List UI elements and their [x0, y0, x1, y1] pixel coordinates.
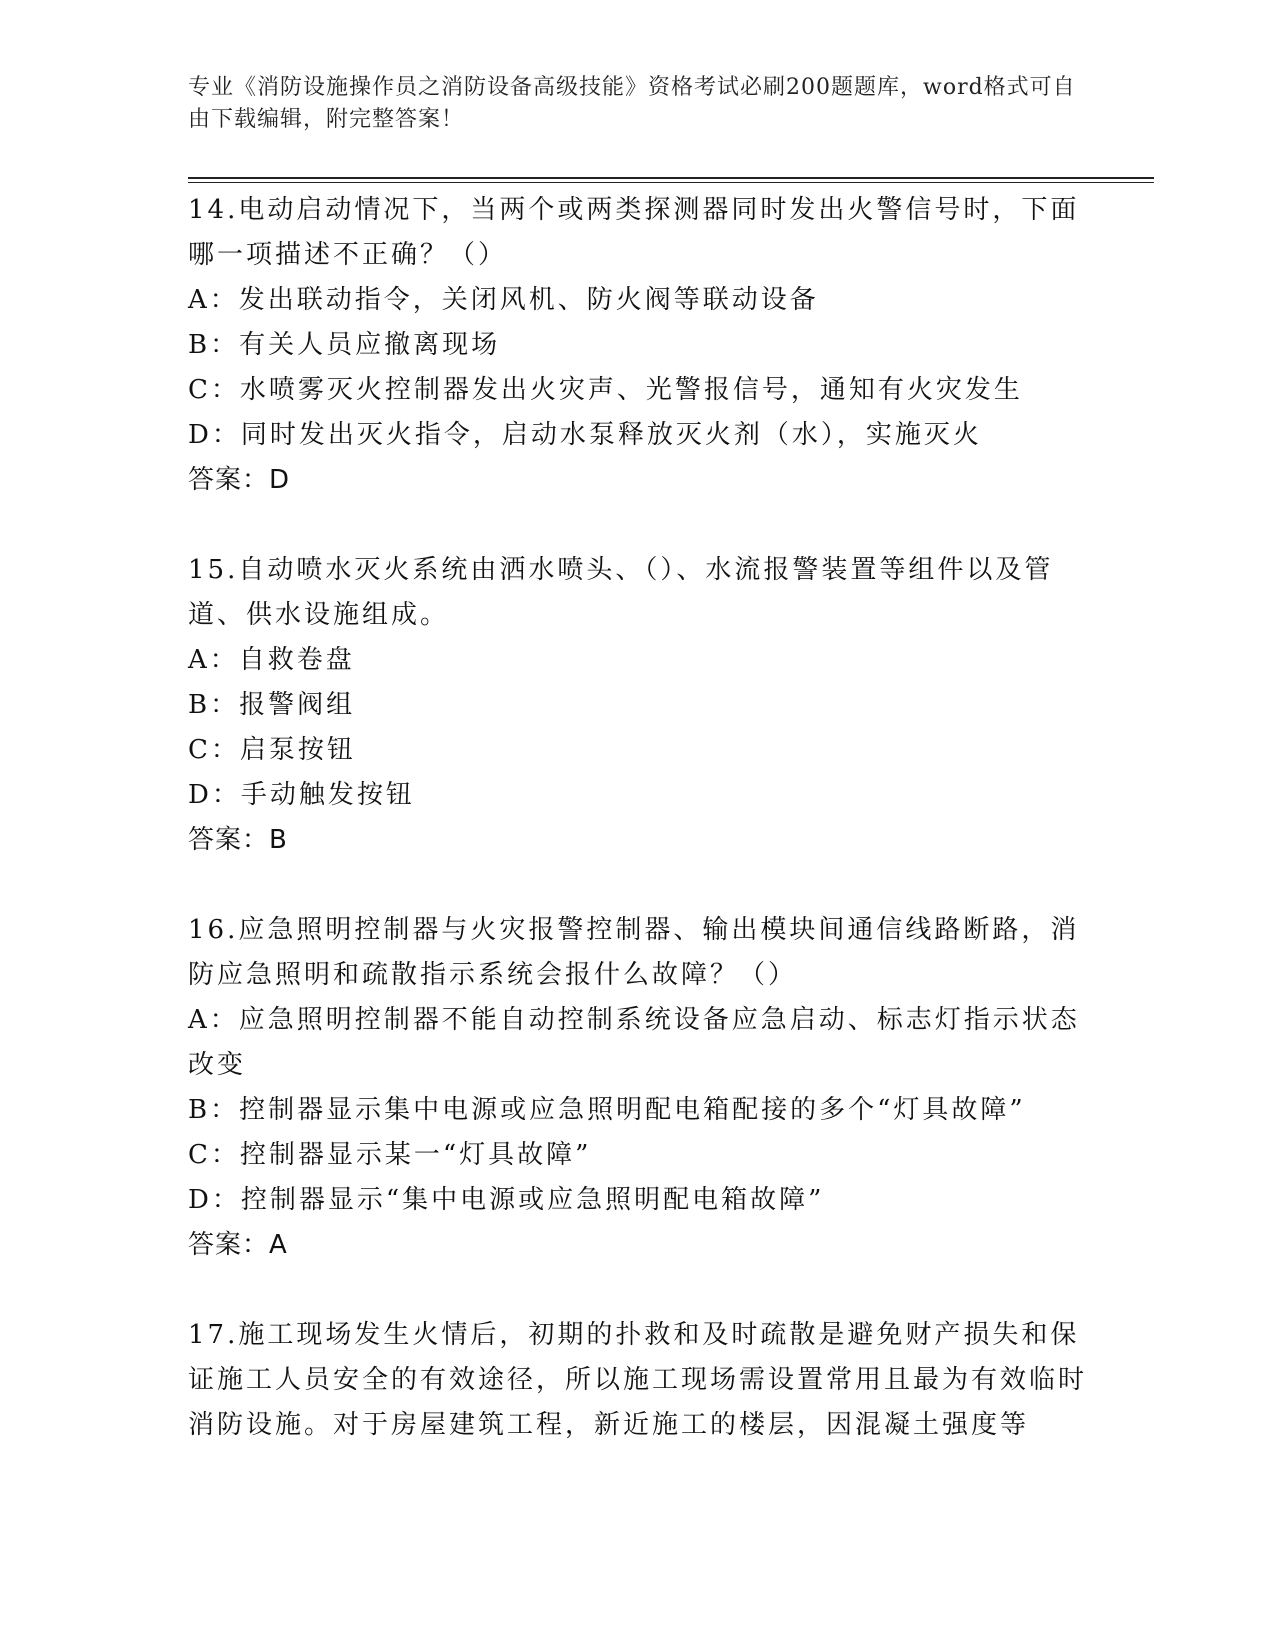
- question-16: [188, 908, 1088, 1268]
- answer-line: 答案：D: [188, 465, 291, 495]
- option-b: B：报警阀组: [188, 690, 356, 720]
- option-a: A：应急照明控制器不能自动控制系统设备应急启动、标志灯指示状态改变: [188, 1005, 1080, 1080]
- option-c: C：控制器显示某一“灯具故障”: [188, 1140, 592, 1170]
- question-stem: 14.电动启动情况下，当两个或两类探测器同时发出火警信号时，下面哪一项描述不正确？（）: [188, 195, 1080, 270]
- question-15: [188, 548, 1088, 863]
- question-stem: 16.应急照明控制器与火灾报警控制器、输出模块间通信线路断路，消防应急照明和疏散指示系统会报什么故障？（）: [188, 915, 1080, 990]
- answer-line: 答案：A: [188, 1230, 288, 1260]
- header-divider-thick: [188, 177, 1154, 179]
- answer-line: 答案：B: [188, 825, 288, 855]
- question-stem: 17.施工现场发生火情后，初期的扑救和及时疏散是避免财产损失和保证施工人员安全的有效途径，所以施工现场需设置常用且最为有效临时消防设施。对于房屋建筑工程，新近施工的楼层，因混凝土强度等: [188, 1320, 1088, 1440]
- option-a: A：自救卷盘: [188, 645, 355, 675]
- option-d: D：同时发出灭火指令，启动水泵释放灭火剂（水），实施灭火: [188, 420, 982, 450]
- question-spacer: [188, 863, 1088, 908]
- option-c: C：启泵按钮: [188, 735, 356, 765]
- option-d: D：手动触发按钮: [188, 780, 415, 810]
- option-c: C：水喷雾灭火控制器发出火灾声、光警报信号，通知有火灾发生: [188, 375, 1023, 405]
- question-spacer: [188, 1268, 1088, 1313]
- question-17: [188, 1313, 1088, 1448]
- option-a: A：发出联动指令，关闭风机、防火阀等联动设备: [188, 285, 819, 315]
- question-14: [188, 188, 1088, 503]
- question-list: [188, 188, 1088, 1448]
- question-spacer: [188, 503, 1088, 548]
- header-divider-thin: [188, 182, 1154, 183]
- option-d: D：控制器显示“集中电源或应急照明配电箱故障”: [188, 1185, 825, 1215]
- option-b: B：控制器显示集中电源或应急照明配电箱配接的多个“灯具故障”: [188, 1095, 1026, 1125]
- page-header-text: 专业《消防设施操作员之消防设备高级技能》资格考试必刷200题题库，word格式可自由下载编辑，附完整答案！: [188, 75, 1076, 132]
- question-stem: 15.自动喷水灭火系统由洒水喷头、（）、水流报警装置等组件以及管道、供水设施组成。: [188, 555, 1054, 630]
- option-b: B：有关人员应撤离现场: [188, 330, 501, 360]
